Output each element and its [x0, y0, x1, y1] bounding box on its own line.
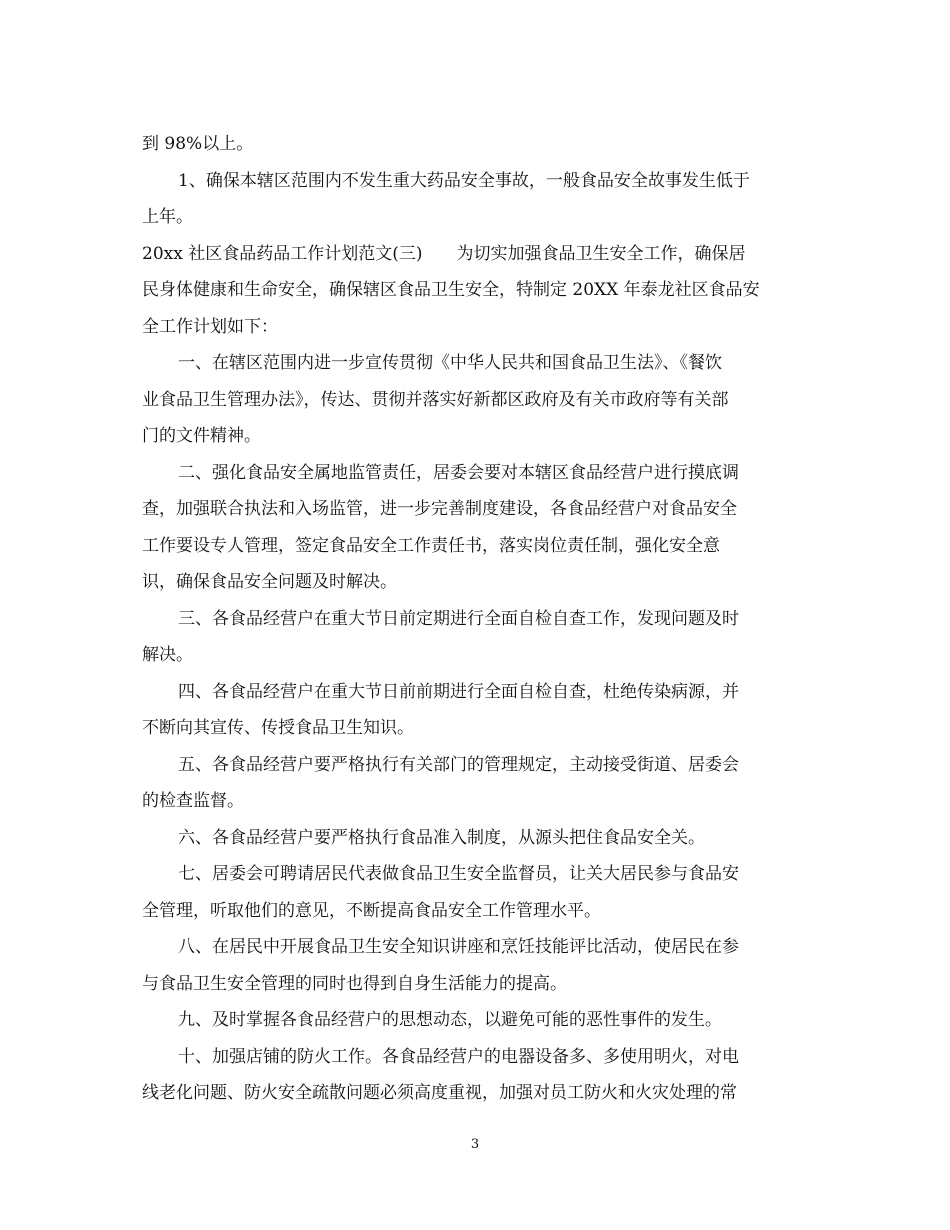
text-line: 一、在辖区范围内进一步宣传贯彻《中华人民共和国食品卫生法》、《餐饮 [178, 353, 722, 373]
text-line: 全工作计划如下： [142, 316, 278, 337]
text-line: 到 98%以上。 [142, 134, 254, 154]
text-line: 四、各食品经营户在重大节日前前期进行全面自检自查，杜绝传染病源，并 [178, 681, 739, 702]
text-line: 业食品卫生管理办法》，传达、贯彻并落实好新都区政府及有关市政府等有关部 [142, 389, 729, 410]
page-number: 3 [470, 1137, 480, 1152]
text-line: 六、各食品经营户要严格执行食品准入制度，从源头把住食品安全关。 [178, 827, 705, 848]
text-line: 20xx 社区食品药品工作计划范文(三) 为切实加强食品卫生安全工作，确保居 [142, 243, 746, 264]
text-line: 民身体健康和生命安全，确保辖区食品卫生安全，特制定 20XX 年泰龙社区食品安 [142, 280, 760, 300]
text-line: 识，确保食品安全问题及时解决。 [142, 572, 397, 592]
text-line: 与食品卫生安全管理的同时也得到自身生活能力的提高。 [142, 973, 567, 994]
text-line: 三、各食品经营户在重大节日前定期进行全面自检自查工作，发现问题及时 [178, 608, 739, 629]
text-line: 门的文件精神。 [142, 426, 261, 446]
text-line: 二、强化食品安全属地监管责任，居委会要对本辖区食品经营户进行摸底调 [178, 462, 739, 483]
text-line: 线老化问题、防火安全疏散问题必须高度重视，加强对员工防火和火灾处理的常 [142, 1083, 737, 1103]
text-line: 1、确保本辖区范围内不发生重大药品安全事故，一般食品安全故事发生低于 [178, 170, 750, 191]
text-line: 解决。 [142, 645, 193, 665]
text-line: 八、在居民中开展食品卫生安全知识讲座和烹饪技能评比活动，使居民在参 [178, 937, 739, 957]
text-line: 查，加强联合执法和入场监管，进一步完善制度建设，各食品经营户对食品安全 [142, 499, 737, 519]
text-line: 九、及时掌握各食品经营户的思想动态，以避免可能的恶性事件的发生。 [178, 1010, 722, 1030]
text-line: 的检查监督。 [142, 791, 244, 811]
text-line: 全管理，听取他们的意见，不断提高食品安全工作管理水平。 [142, 900, 601, 921]
text-line: 十、加强店铺的防火工作。各食品经营户的电器设备多、多使用明火，对电 [178, 1046, 739, 1067]
text-line: 上年。 [142, 207, 193, 227]
text-line: 不断向其宣传、传授食品卫生知识。 [142, 718, 414, 738]
text-line: 五、各食品经营户要严格执行有关部门的管理规定，主动接受街道、居委会 [178, 754, 739, 775]
text-line: 工作要设专人管理，签定食品安全工作责任书，落实岗位责任制，强化安全意 [142, 535, 720, 556]
text-line: 七、居委会可聘请居民代表做食品卫生安全监督员，让关大居民参与食品安 [178, 864, 739, 884]
document-body [142, 126, 807, 1112]
